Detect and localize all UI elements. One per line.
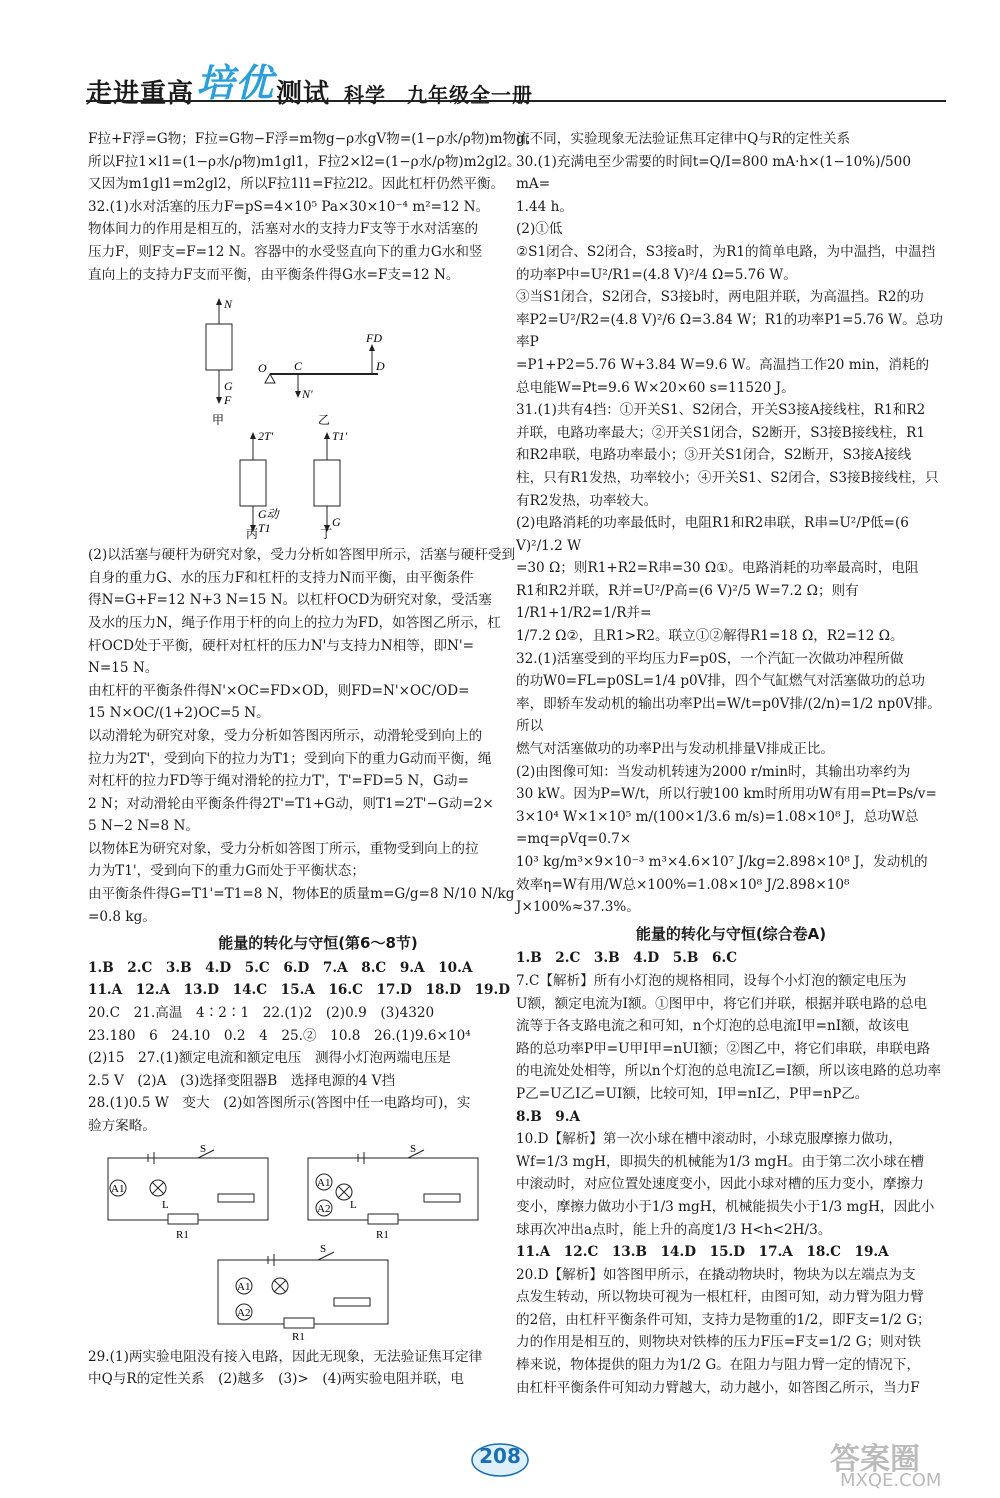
text-line: 物体间力的作用是相互的，活塞对水的支持力F支等于水对活塞的 [88,221,479,238]
text-line: 燃气对活塞做功的功率P出与发动机排量V排成正比。 [516,741,835,758]
text-line: 以动滑轮为研究对象，受力分析如答图丙所示，动滑轮受到向上的 [88,727,483,744]
label-switch: S [200,1142,207,1155]
text-line: (2)由图像可知：当发动机转速为2000 r/min时，其输出功率约为 [516,763,911,780]
label-T1: T1 [258,521,271,536]
text-line: 有R2发热，功率较大。 [516,492,658,509]
text-line: 的功W0=FL=p0SL=1/4 p0V排，四个气缸燃气对活塞做功的总功 [516,673,925,690]
label-2T: 2T' [258,429,274,444]
text-line: 变小，摩擦力做功小于1/3 mgH，机械能损失小于1/3 mgH，因此小 [516,1198,935,1215]
text-line: (2)以活塞与硬杆为研究对象，受力分析如答图甲所示，活塞与硬杆受到 [88,547,516,564]
section-title: 能量的转化与守恒(第6～8节) [218,934,418,953]
text-line: 拉力为2T'，受到向下的拉力为T1；受到向下的重力G动而平衡，绳 [88,750,492,767]
answer-line: 2.5 V (2)A (3)选择变阻器B 选择电源的4 V挡 [88,1072,396,1089]
label-D: D [376,359,385,374]
text-line: 球再次冲出a点时，能上升的高度1/3 H<h<2H/3。 [516,1221,832,1238]
page-number-text: 208 [479,1444,521,1468]
answer-line: (2)15 27.(1)额定电流和额定电压 测得小灯泡两端电压是 [88,1050,451,1067]
text-line: 5 N−2 N=8 N。 [88,818,199,835]
text-line: 又因为m1gl1=m2gl2，所以F拉1l1=F拉2l2。因此杠杆仍然平衡。 [88,176,505,193]
text-line: 柱，只有R1发热，功率较小；④开关S1、S2闭合，S3接B接线柱，只 [516,469,939,486]
label-resistor: R1 [176,1228,189,1241]
text-line: 及水的压力N，绳子作用于杆的向上的拉力为FD，如答图乙所示，杠 [88,614,501,631]
text-line: 直向上的支持力F支而平衡，由平衡条件得G水=F支=12 N。 [88,266,460,283]
text-line: 得N=G+F=12 N+3 N=15 N。以杠杆OCD为研究对象，受活塞 [88,592,492,609]
right-column [516,128,946,1399]
text-line: 30 kW。因为P=W/t，所以行驶100 km时所用功W有用=Pt=Ps/v= [516,786,937,803]
text-line: U额，额定电流为I额。①图甲中，将它们并联，根据并联电路的总电 [516,995,928,1012]
circuit-diagrams [88,1142,528,1342]
text-line: 29.(1)两实验电阻没有接入电路，因此无现象，无法验证焦耳定律 [88,1348,483,1365]
force-diagrams [88,290,528,540]
label-C: C [294,359,303,374]
page-header [86,48,946,109]
label-resistor: R1 [376,1228,389,1241]
text-line: 自身的重力G、水的压力F和杠杆的支持力N而平衡，由平衡条件 [88,569,474,586]
text-line: P乙=U乙I乙=UI额，比较可知，I甲=nI乙，P甲=nP乙。 [516,1085,869,1102]
section-title: 能量的转化与守恒(综合卷A) [635,924,827,943]
text-line: 由杠杆的平衡条件得N'×OC=FD×OD，则FD=N'×OC/OD= [88,682,470,699]
caption-ding: 丁 [320,527,333,541]
answer-line: 1.B 2.C 3.B 4.D 5.B 6.C [516,950,738,967]
diagram-jia [206,297,233,427]
label-G-ding: G [332,515,341,530]
answer-line: 1.B 2.C 3.B 4.D 5.C 6.D 7.A 8.C 9.A 10.A [88,959,473,976]
text-line: =30 Ω；则R1+R2=R串=30 Ω①。电路消耗的功率最高时，电阻 [516,560,919,577]
brand-part-c: 测试 [276,79,331,109]
subject-label: 科学 九年级全一册 [344,83,534,107]
brand-part-b: 培优 [196,61,275,105]
text-line: 杆OCD处于平衡，硬杆对杠杆的压力N'与支持力N相等，即N'= [88,637,475,654]
watermark-url: MXQE.COM [840,1470,942,1491]
answer-line: 28.(1)0.5 W 变大 (2)如答图所示(答图中任一电路均可)，实 [88,1095,471,1112]
answer-line: 23.180 6 24.10 0.2 4 25.② 10.8 26.(1)9.6×10⁴ [88,1027,471,1044]
label-switch: S [320,1242,327,1255]
text-line: 10.D【解析】第一次小球在槽中滚动时，小球克服摩擦力做功， [516,1131,902,1148]
text-line: ③当S1闭合，S2闭合，S3接b时，两电阻并联，为高温挡。R2的功 [516,289,924,306]
text-line: 总电能W=Pt=9.6 W×20×60 s=11520 J。 [516,379,795,396]
text-line: 流等于各支路电流之和可知，n个灯泡的总电流I甲=nI额，故该电 [516,1018,910,1035]
text-line: =P1+P2=5.76 W+3.84 W=9.6 W。高温挡工作20 min，消耗的 [516,356,930,373]
label-N: N [224,297,233,312]
text-line: 棒来说，物体提供的阻力为1/2 G。在阻力与阻力臂一定的情况下， [516,1357,921,1374]
text-line: 和R2串联，电路功率最小；③开关S1闭合，S2断开，S3接A接线 [516,447,912,464]
text-line: 15 N×OC/(1+2)OC=5 N。 [88,705,270,722]
text-line: 3×10⁴ W×1×10⁵ m/(100×1/3.6 m/s)=1.08×10⁸ J，总功W总=mq=ρVq=0.7× [516,808,919,848]
label-lamp: L [162,1198,169,1211]
answer-line: 验方案略。 [88,1118,156,1134]
text-line: 压力F，则F支=F=12 N。容器中的水受竖直向下的重力G水和竖 [88,243,483,260]
text-line: 的2倍，由杠杆平衡条件可知，支持力是物重的1/2，即F支=1/2 G； [516,1311,931,1328]
label-FD: FD [366,331,382,346]
text-line: 点发生转动，所以物块可视为一根杠杆，由图可知，动力臂为阻力臂 [516,1289,924,1306]
text-line: 由杠杆平衡条件可知动力臂越大，动力越小，如答图乙所示，当力F [516,1379,920,1396]
label-G: G [224,379,233,394]
watermark-logo: 答案圈 [830,1442,920,1477]
answer-line: 11.A 12.C 13.B 14.D 15.D 17.A 18.C 19.A [516,1244,889,1261]
text-line: Wf=1/3 mgH，即损失的机械能为1/3 mgH。由于第二次小球在槽 [516,1153,924,1170]
label-resistor: R1 [292,1330,305,1342]
caption-yi: 乙 [318,413,331,428]
diagram-yi [258,331,385,427]
label-ammeter-2: A2 [237,1306,251,1319]
text-line: 32.(1)活塞受到的平均压力F=p0S，一个汽缸一次做功冲程所做 [516,650,904,667]
page-number [468,1440,532,1480]
text-line: 对杠杆的拉力FD等于绳对滑轮的拉力T'，T'=FD=5 N，G动= [88,773,469,790]
text-line: 1.44 h。 [516,198,573,215]
diagram-bing [240,429,281,540]
circuit-2 [308,1150,478,1224]
text-line: 1/7.2 Ω②，且R1>R2。联立①②解得R1=18 Ω，R2=12 Ω。 [516,628,904,645]
text-line: =0.8 kg。 [88,908,156,925]
text-line: (2)电路消耗的功率最低时，电阻R1和R2串联，R串=U²/P低=(6 V)²/1.2 W [516,515,909,554]
text-line: 力的作用是相互的，则物块对铁棒的压力F压=F支=1/2 G；则对铁 [516,1334,921,1351]
text-line: 路的总功率P甲=U甲I甲=nUI额；②图乙中，将它们串联，串联电路 [516,1040,931,1057]
text-line: 10³ kg/m³×9×10⁻³ m³×4.6×10⁷ J/kg=2.898×10⁸ J，发动机的 [516,854,928,870]
text-line: R1和R2并联，R并=U²/P高=(6 V)²/5 W=7.2 Ω；则有1/R1+1/R2=1/R并= [516,582,859,622]
text-line: 32.(1)水对活塞的压力F=pS=4×10⁵ Pa×30×10⁻⁴ m²=12 N。 [88,198,490,215]
label-ammeter-1: A1 [111,1182,125,1195]
text-line: (2)①低 [516,221,563,238]
label-switch: S [410,1142,417,1155]
text-line: 的电流处处相等，所以n个灯泡的总电流I乙=I额，所以该电路的总功率 [516,1063,942,1080]
label-T1-prime: T1' [332,429,348,444]
label-N-prime: N' [302,387,313,402]
text-line: 的功率P中=U²/R1=(4.8 V)²/4 Ω=5.76 W。 [516,266,797,283]
left-column [88,128,548,1391]
text-line: 中滚动时，对应位置处速度变小，因此小球对槽的压力变小，摩擦力 [516,1176,924,1193]
brand-part-a: 走进重高 [86,79,195,109]
text-line: 流不同，实验现象无法验证焦耳定律中Q与R的定性关系 [516,131,851,147]
caption-jia: 甲 [212,413,225,428]
answer-line: 8.B 9.A [516,1108,581,1125]
text-line: 20.D【解析】如答图甲所示，在撬动物块时，物块为以左端点为支 [516,1266,916,1283]
text-line: 率，即轿车发动机的输出功率P出=W/t=p0V排/(2/n)=1/2 np0V排。所以 [516,695,941,735]
book-title [86,58,533,113]
label-ammeter-1: A1 [237,1280,251,1293]
label-G-dong: G动 [258,507,279,522]
answer-line: 11.A 12.A 13.D 14.C 15.A 16.C 17.D 18.D 19.D [88,982,511,999]
text-line: ②S1闭合、S2闭合，S3接a时，为R1的简单电路，为中温挡，中温挡 [516,243,936,260]
label-ammeter-2: A2 [317,1202,331,1215]
text-line: 7.C【解析】所有小灯泡的规格相同，设每个小灯泡的额定电压为 [516,972,907,989]
text-line: 率P2=U²/R2=(4.8 V)²/6 Ω=3.84 W；R1的功率P1=5.76 W。总功率P [516,311,943,351]
header-rule [86,100,946,102]
label-lamp: L [350,1198,357,1211]
text-line: 由平衡条件得G=T1'=T1=8 N，物体E的质量m=G/g=8 N/10 N/kg [88,886,515,903]
text-line: 所以F拉1×l1=(1−ρ水/ρ物)m1gl1，F拉2×l2=(1−ρ水/ρ物)m2gl2。 [88,153,521,170]
text-line: 30.(1)充满电至少需要的时间t=Q/I=800 mA·h×(1−10%)/500 mA= [516,153,911,193]
text-line: N=15 N。 [88,660,159,677]
text-line: 以物体E为研究对象，受力分析如答图丁所示，重物受到向上的拉 [88,840,479,857]
text-line: 中Q与R的定性关系 (2)越多 (3)> (4)两实验电阻并联，电 [88,1371,465,1388]
text-line: 力为T1'，受到向下的重力G而处于平衡状态； [88,863,365,880]
text-line: 效率η=W有用/W总×100%=1.08×10⁸ J/2.898×10⁸ J×100%≈37.3%。 [516,876,850,916]
diagram-ding [314,429,348,540]
text-line: 31.(1)共有4挡：①开关S1、S2闭合，开关S3接A接线柱，R1和R2 [516,402,926,419]
label-ammeter-1: A1 [317,1176,331,1189]
text-line: 2 N；对动滑轮由平衡条件得2T'=T1+G动，则T1=2T'−G动=2× [88,795,494,812]
text-line: 并联，电路功率最大；②开关S1闭合，S2断开，S3接B接线柱，R1 [516,424,926,441]
label-F: F [224,393,232,408]
label-O: O [258,361,267,376]
caption-bing: 丙 [246,527,259,541]
text-line: F拉+F浮=G物；F拉=G物−F浮=m物g−ρ水gV物=(1−ρ水/ρ物)m物g； [88,131,539,147]
answer-line: 20.C 21.高温 4∶2∶1 22.(1)2 (2)0.9 (3)4320 [88,1005,435,1022]
circuit-1 [108,1150,268,1224]
